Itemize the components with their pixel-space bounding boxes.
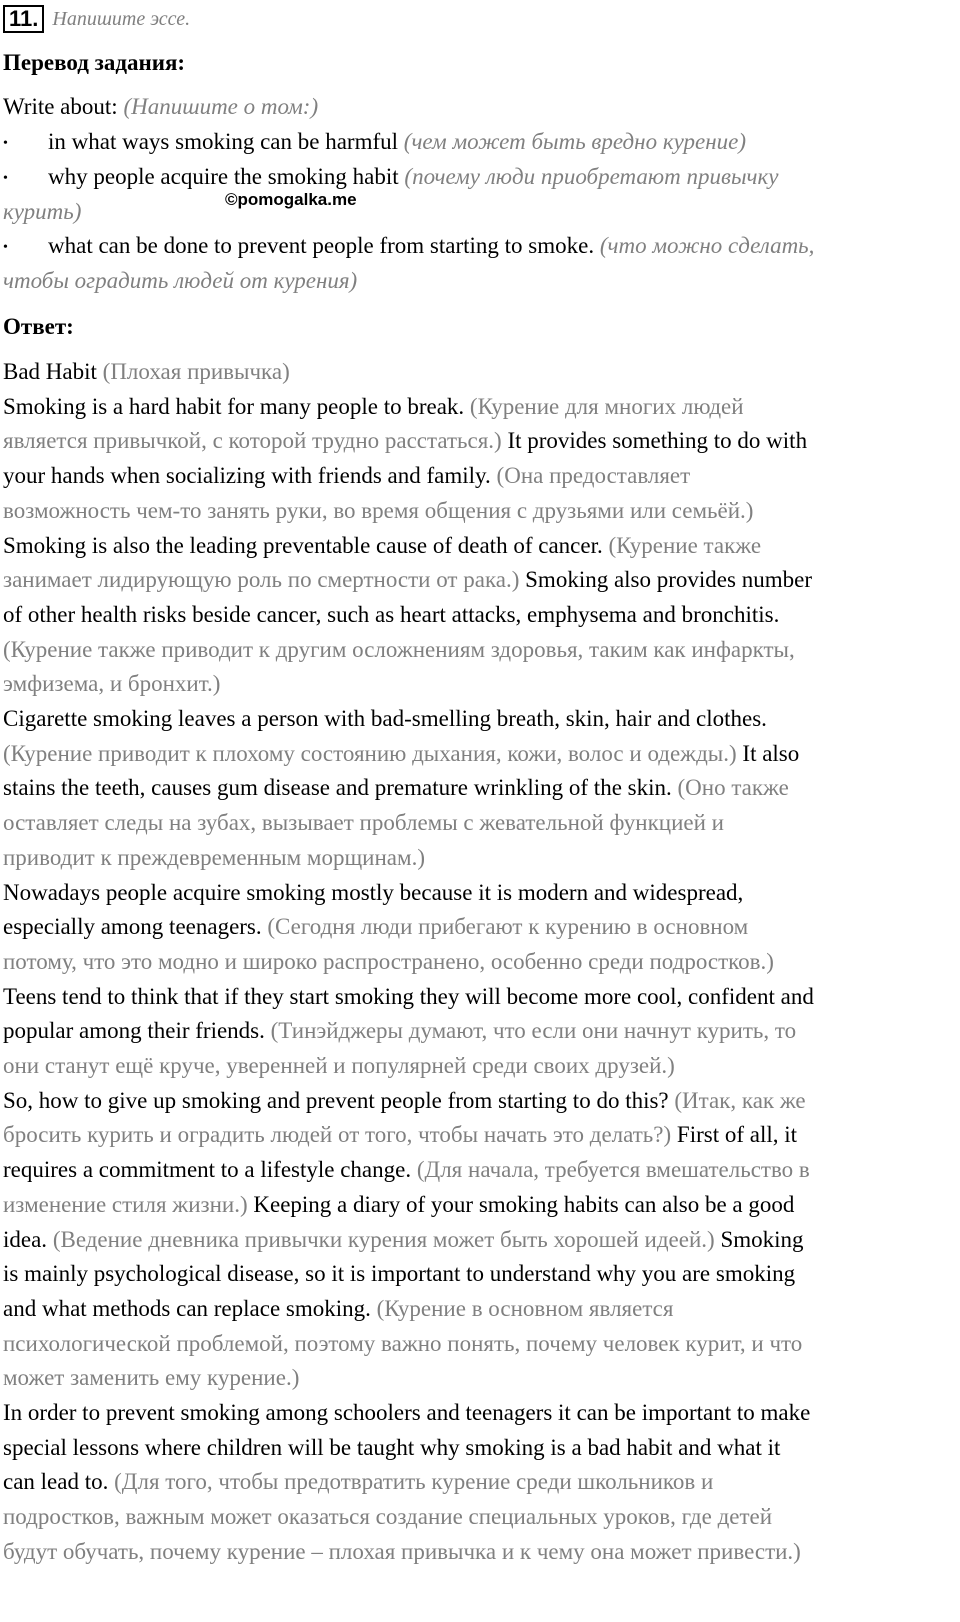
essay-text: and what methods can replace smoking. (3, 1295, 377, 1321)
bullet-2-en: why people acquire the smoking habit (48, 164, 399, 189)
essay-line (3, 602, 779, 628)
essay-translation: (Курение также (608, 532, 762, 558)
essay-translation: возможность чем-то занять руки, во время общения с друзьями или семьёй.) (3, 497, 754, 523)
essay-text: requires a commitment to a lifestyle change. (3, 1157, 417, 1183)
bullet-item-2 (3, 164, 779, 190)
essay-line (3, 741, 799, 767)
essay-text: Smoking is a hard habit for many people to break. (3, 393, 470, 419)
essay-line (3, 1122, 797, 1148)
essay-translation: бросить курить и оградить людей от того, чтобы начать это делать?) (3, 1122, 677, 1148)
essay-line (3, 949, 774, 975)
bullet-2-ru-line1: (почему люди приобретают привычку (404, 164, 779, 189)
essay-line (3, 775, 789, 801)
essay-text: your hands when socializing with friends and family. (3, 463, 497, 489)
bullet-icon: • (3, 135, 8, 151)
essay-translation: (Плохая привычка) (102, 359, 290, 384)
essay-line (3, 533, 761, 559)
essay-translation: они станут ещё круче, уверенней и популярней среди своих друзей.) (3, 1053, 675, 1078)
essay-translation: (Она предоставляет (496, 463, 691, 489)
essay-text: In order to prevent smoking among schoolers and teenagers it can be important to make (3, 1400, 811, 1425)
essay-text: stains the teeth, causes gum disease and premature wrinkling of the skin. (3, 775, 678, 801)
essay-text: It provides something to do with (507, 428, 808, 454)
essay-text: First of all, it (676, 1122, 798, 1148)
essay-text: Smoking (720, 1226, 804, 1252)
essay-translation: изменение стиля жизни.) (3, 1191, 254, 1217)
essay-line (3, 1539, 801, 1565)
essay-text: Bad Habit (3, 359, 103, 384)
essay-line (3, 845, 425, 871)
essay-text: popular among their friends. (3, 1018, 271, 1044)
write-about-line (3, 94, 318, 120)
essay-translation: может заменить ему курение.) (3, 1365, 300, 1391)
essay-text: is mainly psychological disease, so it is important to understand why you are smoking (3, 1261, 796, 1287)
essay-text: can lead to. (3, 1469, 115, 1495)
essay-line (3, 567, 812, 593)
bullet-item-3 (3, 233, 814, 259)
essay-translation: (Тинэйджеры думают, что если они начнут курить, то (270, 1018, 797, 1044)
essay-text: Nowadays people acquire smoking mostly because it is modern and widespread, (3, 879, 744, 905)
essay-translation: (Курение для многих людей (469, 393, 744, 419)
essay-translation: (Курение приводит к плохому состоянию дыхания, кожи, волос и одежды.) (3, 740, 743, 766)
essay-translation: подростков, важным может оказаться создание специальных уроков, где детей (3, 1504, 773, 1530)
essay-line (3, 463, 690, 489)
essay-translation: психологической проблемой, поэтому важно понять, почему человек курит, и что (3, 1330, 803, 1356)
essay-line (3, 1261, 795, 1287)
essay-line (3, 1435, 780, 1461)
essay-line (3, 810, 724, 836)
essay-line (3, 914, 748, 940)
essay-line (3, 1053, 675, 1079)
essay-text: So, how to give up smoking and prevent people from starting to do this? (3, 1087, 675, 1113)
essay-translation: (Итак, как же (674, 1087, 806, 1113)
bullet-3-ru-line1: (что можно сделать, (599, 233, 815, 258)
essay-line (3, 1469, 713, 1495)
essay-text: Keeping a diary of your smoking habits can also be a good (253, 1191, 795, 1217)
essay-line (3, 1504, 772, 1530)
bullet-3-en: what can be done to prevent people from starting to smoke. (48, 233, 595, 258)
bullet-icon: • (3, 239, 8, 255)
essay-translation: (Курение также приводит к другим осложнениям здоровья, таким как инфаркты, (3, 636, 795, 662)
essay-translation: является привычкой, с которой трудно расстаться.) (3, 428, 508, 454)
bullet-1-en: in what ways smoking can be harmful (48, 129, 399, 154)
essay-line (3, 498, 753, 524)
essay-line (3, 1331, 802, 1357)
essay-line (3, 1400, 810, 1426)
essay-translation: оставляет следы на зубах, вызывает проблемы с жевательной функцией и (3, 810, 724, 836)
essay-text: especially among teenagers. (3, 914, 268, 940)
essay-line (3, 706, 767, 732)
essay-line (3, 880, 743, 906)
essay-text: Smoking is also the leading preventable cause of death of cancer. (3, 532, 609, 558)
essay-text: idea. (3, 1226, 53, 1252)
essay-translation: (Для того, чтобы предотвратить курение среди школьников и (114, 1469, 714, 1495)
essay-line (3, 1192, 794, 1218)
essay-line (3, 1088, 806, 1114)
essay-text: Smoking also provides number (525, 567, 812, 593)
essay-translation: потому, что это модно и широко распространено, особенно среди подростков.) (3, 948, 774, 974)
essay-line (3, 671, 220, 697)
essay-line (3, 1365, 299, 1391)
essay-line (3, 1018, 796, 1044)
essay-text: special lessons where children will be taught why smoking is a bad habit and what it (3, 1434, 781, 1460)
essay-line (3, 359, 290, 385)
essay-translation: приводит к преждевременным морщинам.) (3, 844, 425, 870)
essay-line (3, 1296, 673, 1322)
essay-line (3, 1227, 804, 1253)
task-number: 11. (3, 5, 44, 33)
watermark: ©pomogalka.me (225, 190, 357, 209)
bullet-2-ru-line2: курить) (3, 199, 82, 224)
translation-heading: Перевод задания: (3, 50, 186, 75)
write-about-en: Write about: (3, 94, 118, 119)
essay-line (3, 637, 795, 663)
bullet-3-ru-line2: чтобы оградить людей от курения) (3, 268, 358, 293)
essay-text: of other health risks beside cancer, such as heart attacks, emphysema and bronchitis. (3, 601, 780, 627)
answer-heading: Ответ: (3, 314, 74, 339)
essay-line (3, 428, 807, 454)
task-header (3, 5, 190, 33)
write-about-ru: (Напишите о том:) (123, 94, 319, 119)
essay-translation: (Для начала, требуется вмешательство в (416, 1157, 810, 1183)
bullet-item-1 (3, 129, 746, 155)
essay-translation: (Сегодня люди прибегают к курению в основном (267, 914, 749, 940)
bullet-icon: • (3, 170, 8, 186)
task-instruction: Напишите эссе. (52, 7, 191, 30)
essay-translation: (Курение в основном является (376, 1295, 674, 1321)
essay-line (3, 984, 814, 1010)
essay-text: Cigarette smoking leaves a person with bad-smelling breath, skin, hair and clothes. (3, 706, 767, 731)
essay-text: It also (742, 740, 800, 766)
essay-translation: эмфизема, и бронхит.) (3, 671, 221, 697)
bullet-1-ru: (чем может быть вредно курение) (403, 129, 746, 154)
essay-translation: (Ведение дневника привычки курения может быть хорошей идеей.) (52, 1226, 721, 1252)
essay-line (3, 394, 744, 420)
essay-translation: (Оно также (677, 775, 789, 801)
essay-line (3, 1157, 810, 1183)
essay-translation: занимает лидирующую роль по смертности от рака.) (3, 567, 526, 593)
essay-text: Teens tend to think that if they start smoking they will become more cool, confident and (3, 983, 814, 1009)
essay-translation: будут обучать, почему курение – плохая привычка и к чему она может привести.) (3, 1538, 801, 1564)
